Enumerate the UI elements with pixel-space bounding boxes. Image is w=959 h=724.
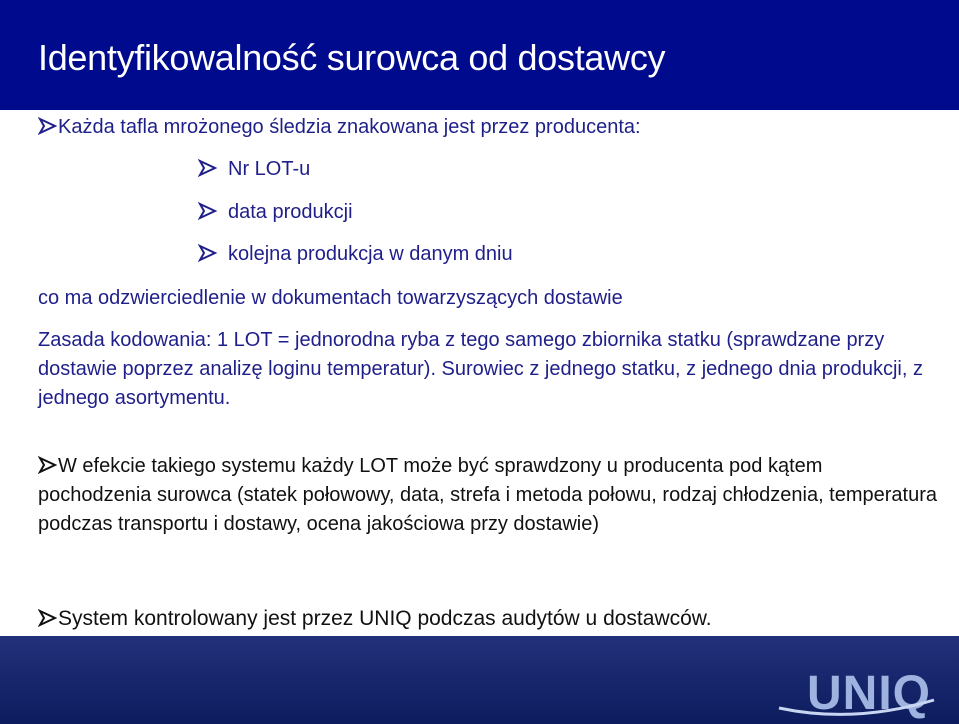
arrowhead-bullet-icon [198,243,218,263]
control-text: System kontrolowany jest przez UNIQ podczas audytów u dostawców. [58,607,712,630]
intro-text: Każda tafla mrożonego śledzia znakowana jest przez producenta: [58,116,641,138]
effect-text: W efekcie takiego systemu każdy LOT może być sprawdzony u producenta pod kątem pochodzenia surowca (statek połowowy, data, strefa i metoda połowu, rodzaj chłodzenia, temperatura podczas transportu i dostawy, ocena jakościowa przy dostawie) [38,455,938,535]
uniq-logo: UNIQ [807,667,931,720]
sub-item-text: kolejna produkcja w danym dniu [228,243,513,265]
control-line [38,607,712,631]
footer-band [0,636,959,724]
arrowhead-bullet-icon [38,455,58,475]
sub-item-lot [198,158,310,181]
arrowhead-bullet-icon [38,116,58,136]
arrowhead-bullet-icon [198,201,218,221]
sub-item-text: Nr LOT-u [228,158,311,180]
sub-item-production-date [198,201,353,224]
effect-paragraph [38,452,938,539]
reflection-line: co ma odzwierciedlenie w dokumentach towarzyszących dostawie [38,287,623,309]
sub-item-text: data produkcji [228,201,353,223]
intro-line [38,116,641,139]
arrowhead-bullet-icon [198,158,218,178]
arrowhead-bullet-icon [38,608,58,628]
coding-rule-paragraph: Zasada kodowania: 1 LOT = jednorodna ryba z tego samego zbiornika statku (sprawdzane przy dostawie poprzez analizę loginu temperatur). Surowiec z jednego statku, z jednego dnia produkcji, z jednego asortymentu. [38,329,923,409]
sub-item-production-sequence [198,243,513,266]
slide-title: Identyfikowalność surowca od dostawcy [38,37,666,78]
logo-swoosh-icon [769,694,939,718]
title-bar [0,0,959,110]
